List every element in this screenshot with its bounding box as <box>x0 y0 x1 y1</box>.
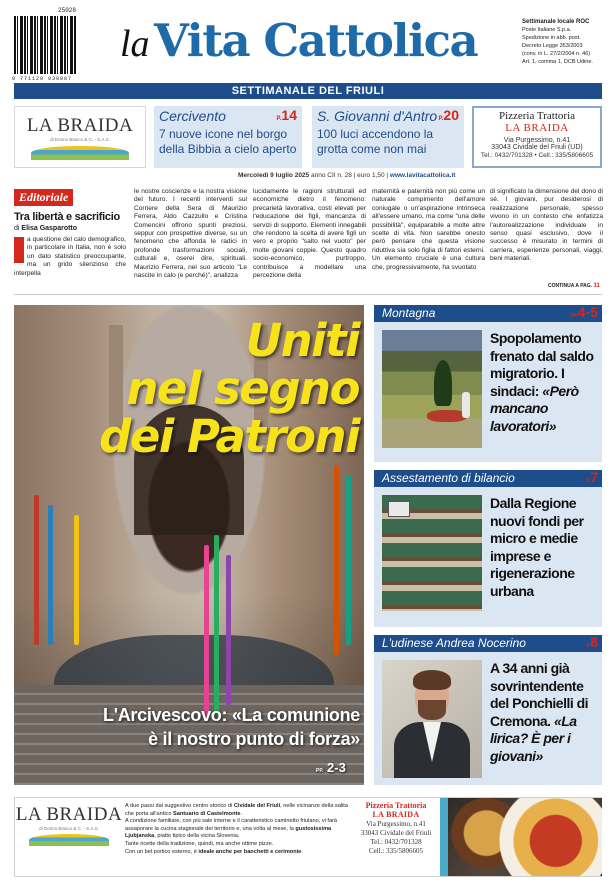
ad-contact-name: LA BRAIDA <box>372 810 420 819</box>
pubinfo-title: Settimanale locale ROC <box>522 19 590 25</box>
barcode-number: 9 771120 939007 <box>12 76 73 82</box>
page-prefix: P. <box>276 116 282 122</box>
ad-text-bold: Cividale del Friuli <box>233 803 281 809</box>
story-section <box>374 305 602 322</box>
ad-text: A condizione familiare, con più sale interne e il caratteristico caminetto friulano, vi farà assaporare la cucina stagionale del territorio e, una volta al mese, la <box>125 818 338 832</box>
editoriale-column-1 <box>14 188 126 278</box>
teaser-text: 7 nuove icone nel borgo della Bibbia a cielo aperto <box>159 127 297 156</box>
story-body <box>374 652 602 785</box>
pizzeria-name: LA BRAIDA <box>505 122 569 134</box>
ad-contact-line: 33043 Cividale del Friuli <box>360 829 432 837</box>
ad-text: , piatto tipico della vicina Slovenia. <box>154 833 240 840</box>
author-prefix: di <box>14 225 20 232</box>
hero-quote-line: L'Arcivescovo: «La comunione <box>103 705 360 725</box>
ad-text: A due passi dal suggestivo centro storico di <box>125 803 234 809</box>
pubinfo-line: (conv. in L. 27/2/2004 n. 46) <box>522 51 591 57</box>
continua-page: 11 <box>593 283 600 289</box>
braida-ad-top[interactable] <box>14 106 146 168</box>
photo-hair <box>413 670 451 690</box>
continua-label: CONTINUA A PAG. <box>548 283 593 289</box>
hero-headline-line: dei Patroni <box>99 410 359 463</box>
ad-text-bold: Santuario di Castelmonte <box>173 810 241 817</box>
photo-flowers <box>427 410 467 422</box>
story-body <box>374 487 602 627</box>
story-section-label: L'udinese Andrea Nocerino <box>382 636 526 650</box>
pizzeria-phone: Tel.: 0432/701328 • Cell.: 335/5806605 <box>480 152 594 159</box>
divider <box>14 294 602 295</box>
story-section <box>374 470 602 487</box>
logo-la: la <box>120 23 150 65</box>
publication-info <box>522 18 612 66</box>
teaser-text: 100 luci accendono la grotta come non mai <box>317 127 434 156</box>
pubinfo-line: Decreto Legge 353/2003 <box>522 43 583 49</box>
story-headline-quote: «Però mancano lavoratori» <box>490 382 579 434</box>
braida-logo-name: LA BRAIDA <box>15 804 123 825</box>
page-prefix: P. <box>586 478 591 484</box>
story-photo <box>382 660 482 778</box>
page-prefix: PP. <box>570 313 578 319</box>
page-number: 7 <box>590 469 598 485</box>
story-section-label: Assestamento di bilancio <box>382 471 515 485</box>
braida-ad-bottom[interactable] <box>14 797 602 877</box>
barcode-top-number: 25028 <box>58 7 77 14</box>
braida-logo-sub: di Dorino Bianco & C. - S.A.S. <box>39 826 99 831</box>
author-name: Elisa Gasparotto <box>21 225 78 232</box>
hero-photo-ribbon <box>74 515 79 645</box>
dropcap-mark <box>14 237 24 263</box>
ad-contact-line: Tel.: 0432/701328 <box>370 838 422 846</box>
editoriale-text-1: a questione del calo demografico, in particolare in Italia, non è solo un dato statistico preoccupante, ma un grido silenzioso che interpella <box>14 236 126 277</box>
teaser-title: S. Giovanni d'Antro <box>317 108 438 124</box>
pizzeria-ad-top[interactable] <box>472 106 602 168</box>
story-headline <box>490 660 598 765</box>
masthead <box>0 0 615 100</box>
ad-description: A due passi dal suggestivo centro storico di Cividale del Friuli, nelle vicinanze della salita che porta all'antico Santuario di Castelmonte. A condizione familiare, con più sale interne e il caratteristico caminetto friulano, vi farà assaporare la cucina stagionale del territorio e, una volta al mese, la gustosissima Ljubjanska, piatto tipico della vicina Slovenia. Tante ricette della tradizione, quindi, ma anche ottime pizze. Con un bel portico esterno, è ideale anche per banchetti e cerimonie. <box>125 803 348 855</box>
editoriale-text <box>14 236 126 278</box>
logo-title: Vita Cattolica <box>154 14 478 67</box>
continua-link[interactable] <box>548 283 600 289</box>
story-photo <box>382 495 482 611</box>
ad-contact-line: Via Purgessimo, n.41 <box>366 820 426 828</box>
story-headline <box>490 495 598 600</box>
braida-logo-sub: di Dorino Bianco & C. - S.A.S. <box>50 137 110 142</box>
site-link[interactable]: www.lavitacattolica.it <box>389 172 456 179</box>
hero-photo-ribbon <box>214 535 219 715</box>
ad-contact-type: Pizzeria Trattoria <box>365 801 427 810</box>
ad-text: Tante ricette della tradizione, quindi, ma anche ottime pizze. <box>125 840 274 847</box>
editoriale-label: Editoriale <box>14 189 73 206</box>
braida-logo-icon <box>31 146 129 160</box>
hero-quote-line: è il nostro punto di forza» <box>148 729 360 749</box>
page-number: 2-3 <box>327 760 346 775</box>
ad-contact <box>355 801 437 856</box>
newspaper-logo[interactable] <box>120 14 477 67</box>
hero-quote <box>34 703 360 751</box>
story-headline-text: Spopolamento frenato dal saldo migratorio. I sindaci: <box>490 330 594 399</box>
editoriale-column-3: lucidamente le ragioni strutturali ed economiche dietro il fenomeno: precarietà lavorativa, costi elevati per l'educazione dei figli, mancanza di servizi di supporto. Elementi innegabili che rendono la scelta di avere figli un vero e proprio "salto nel vuoto" per molte giovani coppie. Questo quadro socio-economico, purtroppo, contribuisce a modellare una percezione della <box>253 188 366 280</box>
pizzeria-type: Pizzeria Trattoria <box>498 110 576 122</box>
page-prefix: P. <box>438 116 444 122</box>
pizzeria-address: Via Purgessimo, n.41 <box>503 137 571 144</box>
hero-headline-line: Uniti <box>245 314 359 367</box>
hero-photo-ribbon <box>346 475 351 645</box>
editoriale-author <box>14 225 126 232</box>
photo-tree <box>434 360 452 406</box>
issue-number: anno CII n. 28 <box>310 172 352 179</box>
ad-contact-address <box>355 820 437 856</box>
pubinfo-line: Spedizione in abb. post. <box>522 35 581 41</box>
photo-person <box>462 392 470 418</box>
braida-logo-icon <box>29 834 109 846</box>
photo-beard <box>418 700 446 720</box>
story-section <box>374 635 602 652</box>
editoriale-column-4: maternità e paternità non più come un naturale compimento dell'amore coniugale o un'aspirazione intrinseca all'essere umano, ma come "una delle possibilità", equiparabile a molte altre scelte di vita. Non sarebbe onesto però pensare che questa visione riduttiva sia solo figlia di fattori esterni. Un elemento cruciale è una cultura che, progressivamente, ha svuotato <box>372 188 485 271</box>
page-number: 14 <box>281 107 297 123</box>
hero-story[interactable] <box>14 305 364 785</box>
page-prefix: PP. <box>316 768 324 774</box>
ad-text: . <box>301 848 303 855</box>
ad-text-bold: gustosissima Ljubjanska <box>125 825 332 840</box>
story-headline <box>490 330 598 435</box>
hero-photo-ribbon <box>204 545 209 715</box>
subtitle-bar: SETTIMANALE DEL FRIULI <box>14 83 602 99</box>
ad-food-photo <box>440 798 602 876</box>
story-montagna[interactable] <box>374 305 602 462</box>
ad-contact-line: Cell.: 335/5806605 <box>368 847 424 855</box>
hero-photo-ribbon <box>34 495 39 645</box>
braida-logo <box>15 804 123 846</box>
issue-price: euro 1,50 <box>357 172 385 179</box>
teaser-title: Cercivento <box>159 108 226 124</box>
editoriale-column-2: le nostre coscienze e la nostra visione del futuro. I recenti interventi sul Corriere della Sera di Maurizio Ferrera, Aldo Cazzullo e Cristina Comencini offrono spunti preziosi, seppur con prospettive diverse, su un fenomeno che affonda le radici in profonde trasformazioni sociali, culturali e, oserei dire, spirituali. Maurizio Ferrera, nel suo articolo "Le nascite in calo (e perché)", analizza <box>134 188 247 280</box>
pubinfo-line: Art. 1, comma 1, DCB Udine. <box>522 59 593 65</box>
ad-text: Con un bel portico esterno, è <box>125 848 199 855</box>
story-photo <box>382 330 482 448</box>
photo-screen <box>388 501 410 517</box>
editoriale-column-5: di significato la dimensione del dono di sé. I giovani, pur desiderosi di realizzazione personale, spesso vivono in un contesto che enfatizza l'autorealizzazione individuale in senso quasi esclusivo, dove il successo è misurato in termini di carriera, esperienze personali, viaggi, beni materiali. <box>490 188 603 263</box>
hero-photo-ribbon <box>334 465 339 655</box>
page-number: 8 <box>590 634 598 650</box>
editoriale-title[interactable]: Tra libertà e sacrificio <box>14 211 120 223</box>
story-headline-text: A 34 anni già sovrintendente del Ponchielli di Cremona. <box>490 660 589 729</box>
issue-date: Mercoledì 9 luglio 2025 <box>238 172 310 179</box>
hero-headline-line: nel segno <box>126 362 359 415</box>
page-prefix: P. <box>586 643 591 649</box>
hero-headline <box>89 314 359 463</box>
page-number: 20 <box>443 107 459 123</box>
ad-text: , nelle vicinanze della salita che porta all'antico <box>125 803 348 817</box>
story-headline-quote: «La lirica? È per i giovani» <box>490 712 577 764</box>
hero-photo-ribbon <box>226 555 231 705</box>
braida-logo-name: LA BRAIDA <box>26 115 134 136</box>
story-headline-text: Dalla Regione nuovi fondi per micro e medie imprese e rigenerazione urbana <box>490 495 584 599</box>
barcode-icon <box>14 16 76 74</box>
story-assestamento[interactable] <box>374 470 602 627</box>
teaser-san-giovanni[interactable] <box>312 106 464 168</box>
page-number: 4-5 <box>577 304 598 320</box>
hero-pages <box>316 760 346 775</box>
teaser-page <box>277 107 297 123</box>
ad-text-bold: ideale anche per banchetti e cerimonie <box>198 848 302 855</box>
teaser-cercivento[interactable] <box>154 106 302 168</box>
story-body <box>374 322 602 462</box>
pizzeria-city: 33043 Cividale del Friuli (UD) <box>491 144 583 151</box>
story-nocerino[interactable] <box>374 635 602 785</box>
hero-photo-ribbon <box>48 505 53 645</box>
dateline: Mercoledì 9 luglio 2025 anno CII n. 28 | euro 1,50 | www.lavitacattolica.it <box>238 172 456 179</box>
teaser-page <box>439 107 459 123</box>
story-section-label: Montagna <box>382 306 436 320</box>
pubinfo-line: Poste Italiane S.p.a. <box>522 27 572 33</box>
